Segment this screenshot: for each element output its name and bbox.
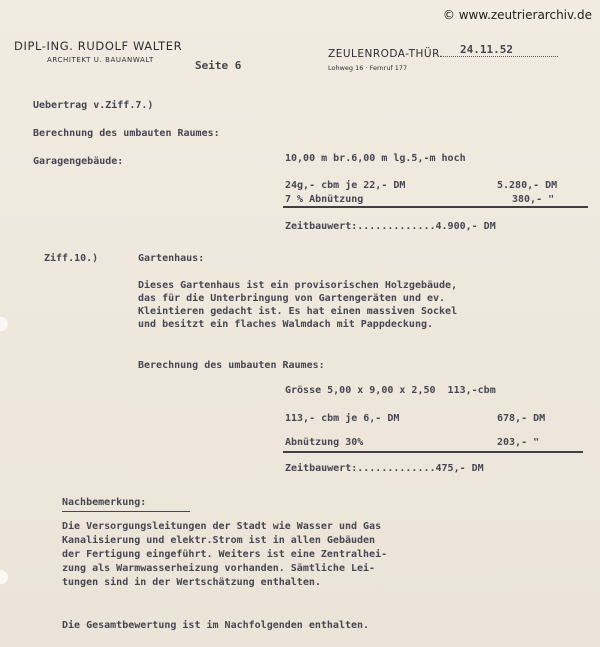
letterhead-city: ZEULENRODA-THÜR.: [328, 48, 444, 60]
paragraph-2-line-5: tungen sind in der Wertschätzung enthalten.: [62, 577, 321, 588]
paragraph-2-line-1: Die Versorgungsleitungen der Stadt wie Wasser und Gas: [62, 521, 382, 532]
garage-abnutzung-left: 7 % Abnützung: [285, 194, 364, 205]
garage-calc-left: 24g,- cbm je 22,- DM: [285, 180, 406, 191]
gartenhaus-calc-left: 113,- cbm je 6,- DM: [285, 413, 400, 424]
paragraph-1-line-2: das für die Unterbringung von Gartengeräten und ev.: [138, 293, 446, 304]
punch-hole-bottom: [0, 570, 8, 584]
paragraph-2-line-2: Kanalisierung und elektr.Strom ist in allen Gebäuden: [62, 535, 376, 546]
paragraph-2-line-3: der Fertigung eingeführt. Weiters ist eine Zentralhei-: [62, 549, 388, 560]
ziff-10-label: Ziff.10.): [44, 253, 99, 264]
gartenhaus-calc-right: 678,- DM: [497, 413, 546, 424]
date-dotted-line: [440, 56, 558, 57]
garage-zeitbauwert: Zeitbauwert:.............4.900,- DM: [285, 221, 496, 232]
garage-label: Garagengebäude:: [33, 156, 124, 167]
gartenhaus-zeitbauwert: Zeitbauwert:.............475,- DM: [285, 463, 484, 474]
gartenhaus-abnutzung-right: 203,- ": [497, 437, 540, 448]
nachbemerkung-heading: Nachbemerkung:: [62, 497, 147, 508]
letterhead-address: Lohweg 16 · Fernruf 177: [328, 64, 408, 72]
garage-abnutzung-right: 380,- ": [512, 194, 555, 205]
nachbemerkung-underline: [62, 511, 190, 512]
final-sentence: Die Gesamtbewertung ist im Nachfolgenden enthalten.: [62, 620, 370, 631]
paragraph-2-line-4: zung als Warmwasserheizung vorhanden. Sämtliche Lei-: [62, 563, 376, 574]
gartenhaus-heading: Gartenhaus:: [138, 253, 205, 264]
watermark: © www.zeutrierarchiv.de: [442, 8, 592, 22]
letter-date: 24.11.52: [460, 43, 513, 56]
punch-hole-top: [0, 317, 8, 331]
garage-calc-right: 5.280,- DM: [497, 180, 558, 191]
paragraph-1-line-3: Kleintieren gedacht ist. Es hat einen massiven Sockel: [138, 306, 458, 317]
gartenhaus-abnutzung-left: Abnützung 30%: [285, 437, 364, 448]
berechnung-heading-1: Berechnung des umbauten Raumes:: [33, 128, 220, 139]
letterhead-subtitle: ARCHITEKT U. BAUANWALT: [47, 56, 154, 64]
letterhead-name: DIPL-ING. RUDOLF WALTER: [14, 39, 183, 53]
garage-sum-rule: [283, 206, 588, 208]
uebertrag-line: Uebertrag v.Ziff.7.): [33, 100, 154, 111]
garage-dimensions: 10,00 m br.6,00 m lg.5,-m hoch: [285, 153, 466, 164]
gartenhaus-sum-rule: [283, 451, 583, 453]
paragraph-1-line-4: und besitzt ein flaches Walmdach mit Pappdeckung.: [138, 319, 434, 330]
gartenhaus-groesse: Grösse 5,00 x 9,00 x 2,50 113,-cbm: [285, 385, 496, 396]
page-label: Seite 6: [195, 59, 242, 72]
berechnung-heading-2: Berechnung des umbauten Raumes:: [138, 360, 325, 371]
paragraph-1-line-1: Dieses Gartenhaus ist ein provisorischen Holzgebäude,: [138, 280, 458, 291]
